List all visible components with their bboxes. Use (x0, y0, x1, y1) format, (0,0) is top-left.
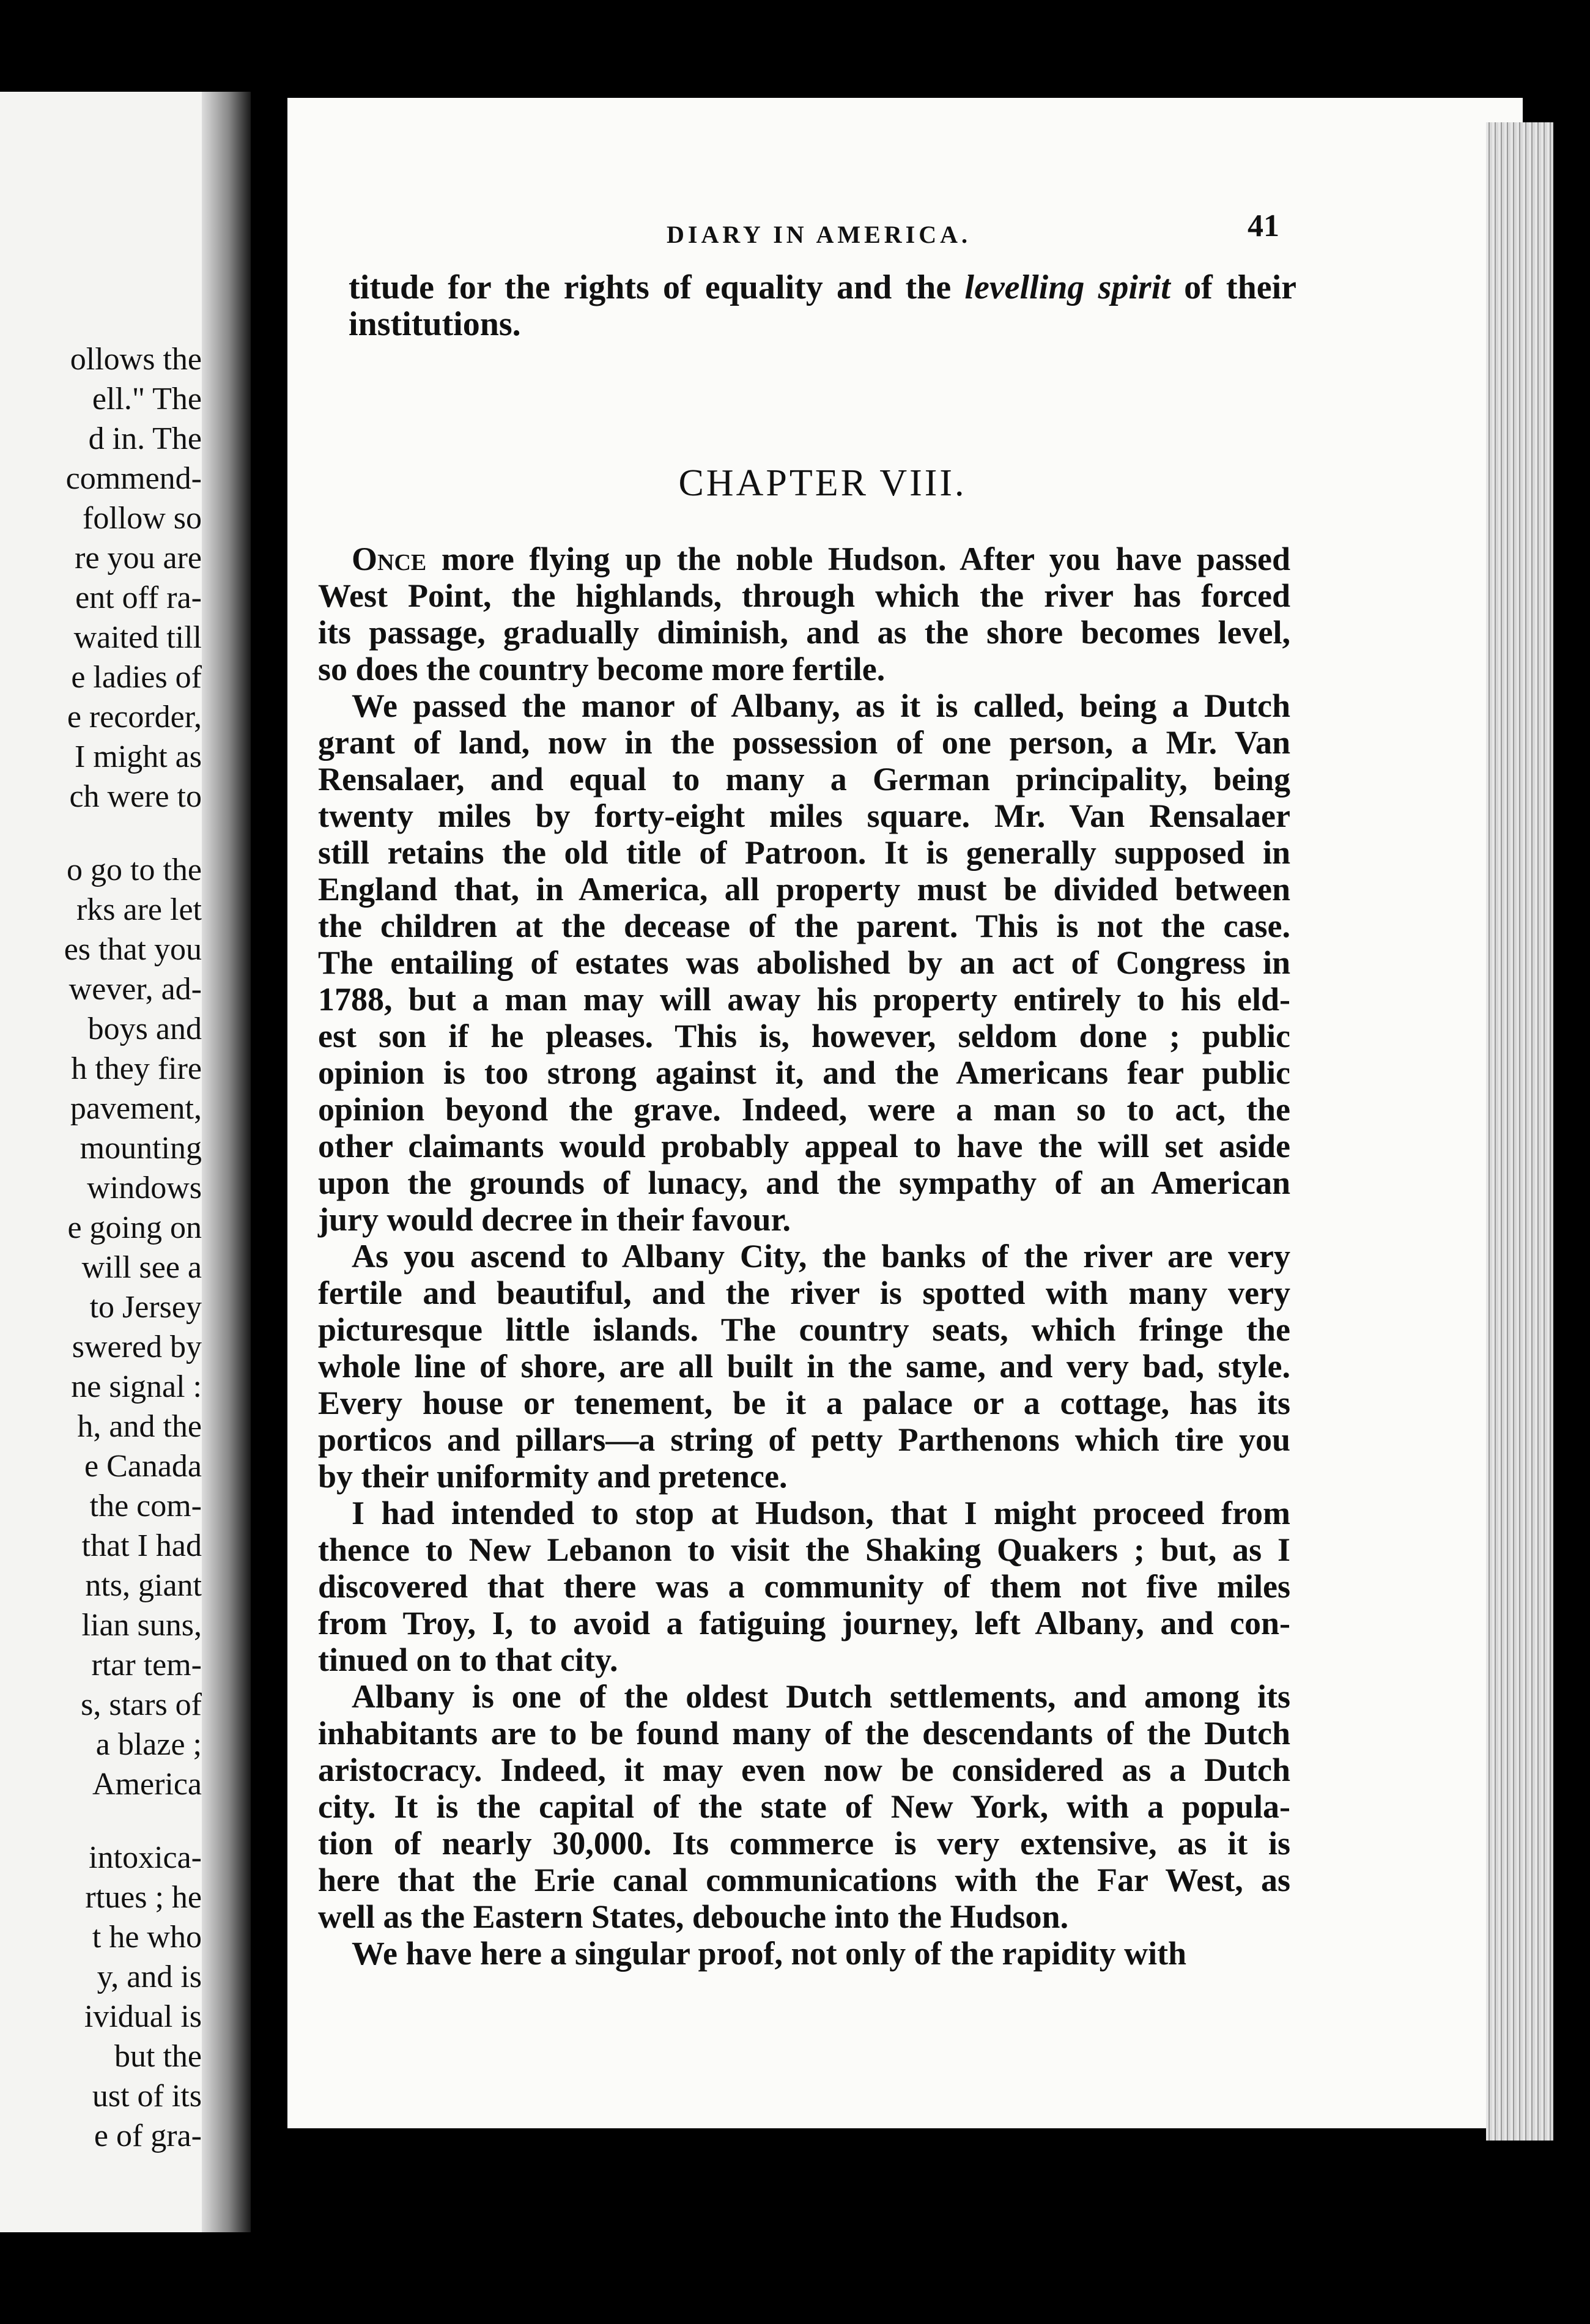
running-head: DIARY IN AMERICA. (667, 221, 972, 248)
text-run: titude for the rights of equality and the (349, 268, 965, 306)
text-line: inhabitants are to be found many of the descendants of the Dutch (318, 1715, 1290, 1752)
text-line: discovered that there was a community of them not five miles (318, 1568, 1290, 1605)
paragraph (318, 1238, 1290, 1495)
paragraph (318, 541, 1290, 688)
left-page-line: h, and the (77, 1409, 202, 1444)
left-page-line: to Jersey (89, 1290, 202, 1325)
left-page-line: the com- (89, 1489, 202, 1523)
text-line: the children at the decease of the parent. This is not the case. (318, 908, 1290, 944)
text-line: twenty miles by forty-eight miles square. Mr. Van Rensalaer (318, 797, 1290, 834)
left-page-line: intoxica- (89, 1840, 202, 1875)
left-page-line: mounting (80, 1131, 202, 1166)
text-run: more flying up the noble Hudson. After you have passed (426, 541, 1290, 577)
text-line: porticos and pillars—a string of petty Parthenons which tire you (318, 1421, 1290, 1458)
left-page-line: e of gra- (94, 2119, 202, 2153)
left-page-line: e Canada (84, 1449, 202, 1484)
text-line: whole line of shore, are all built in the same, and very bad, style. (318, 1348, 1290, 1385)
text-line: from Troy, I, to avoid a fatiguing journey, left Albany, and con- (318, 1605, 1290, 1641)
text-line: its passage, gradually diminish, and as the shore becomes level, (318, 614, 1290, 651)
paragraph (318, 1936, 1290, 1972)
text-line: tion of nearly 30,000. Its commerce is very extensive, as it is (318, 1825, 1290, 1862)
text-line: city. It is the capital of the state of New York, with a popula- (318, 1788, 1290, 1825)
left-page-line: swered by (72, 1330, 202, 1364)
left-page-line: ollows the (70, 342, 202, 377)
text-line: I had intended to stop at Hudson, that I might proceed from (352, 1495, 1290, 1531)
left-page-line: ust of its (92, 2079, 202, 2114)
left-page-line: e ladies of (71, 660, 202, 695)
text-line: Rensalaer, and equal to many a German principality, being (318, 761, 1290, 797)
left-page-line: follow so (83, 501, 202, 536)
left-page-line: boys and (87, 1012, 202, 1046)
left-page-line: America (92, 1767, 202, 1802)
text-line: opinion is too strong against it, and the Americans fear public (318, 1054, 1290, 1091)
continuation-line: institutions. (349, 305, 521, 343)
text-line: We have here a singular proof, not only of the rapidity with (352, 1935, 1187, 1972)
text-line: fertile and beautiful, and the river is spotted with many very (318, 1275, 1290, 1311)
text-line: opinion beyond the grave. Indeed, were a man so to act, the (318, 1091, 1290, 1128)
left-page-line: rtues ; he (85, 1880, 202, 1915)
text-line: The entailing of estates was abolished by an act of Congress in (318, 944, 1290, 981)
left-page-line: windows (87, 1171, 202, 1205)
left-page-line: but the (114, 2039, 202, 2074)
left-page-line: rks are let (76, 892, 202, 927)
left-page (0, 92, 232, 2232)
left-page-line: e recorder, (67, 700, 202, 735)
left-page-line: o go to the (67, 853, 202, 887)
text-line: picturesque little islands. The country seats, which fringe the (318, 1311, 1290, 1348)
left-page-line: pavement, (70, 1091, 202, 1126)
left-page-line: that I had (81, 1528, 202, 1563)
left-page-line: waited till (73, 620, 202, 655)
book-gutter (202, 92, 251, 2232)
text-line: Every house or tenement, be it a palace or a cottage, has its (318, 1385, 1290, 1421)
left-page-line: rtar tem- (91, 1648, 202, 1682)
page-edges (1486, 122, 1553, 2141)
left-page-line: wever, ad- (68, 972, 202, 1007)
left-page-line: s, stars of (81, 1687, 202, 1722)
text-line: 1788, but a man may will away his property entirely to his eld- (318, 981, 1290, 1018)
left-page-line: I might as (75, 739, 202, 774)
page-number: 41 (1248, 209, 1279, 243)
text-line: still retains the old title of Patroon. It is generally supposed in (318, 834, 1290, 871)
text-line: jury would decree in their favour. (318, 1201, 791, 1238)
small-caps-opening: Once (352, 541, 427, 577)
left-page-line: ent off ra- (75, 580, 202, 615)
text-line: England that, in America, all property must be divided between (318, 871, 1290, 908)
text-line: West Point, the highlands, through which the river has forced (318, 577, 1290, 614)
continuation-line (349, 269, 1296, 306)
continuation-text (349, 269, 1296, 342)
text-run: of their (1170, 268, 1296, 306)
left-page-line: e going on (67, 1210, 202, 1245)
paragraph (318, 1495, 1290, 1679)
text-line (318, 541, 1290, 578)
text-line: Albany is one of the oldest Dutch settlements, and among its (352, 1678, 1290, 1715)
left-page-text (0, 339, 202, 2156)
paragraph (318, 1679, 1290, 1936)
text-line: grant of land, now in the possession of one person, a Mr. Van (318, 724, 1290, 761)
text-line: here that the Erie canal communications with the Far West, as (318, 1862, 1290, 1898)
text-line: so does the country become more fertile. (318, 651, 886, 687)
left-page-line: nts, giant (85, 1568, 202, 1603)
left-page-line: a blaze ; (95, 1727, 202, 1762)
text-line: by their uniformity and pretence. (318, 1458, 788, 1495)
italic-phrase: levelling spirit (964, 268, 1170, 306)
left-page-line: d in. The (88, 421, 202, 456)
paragraph-gap (0, 1804, 202, 1838)
left-page-line: ividual is (84, 1999, 202, 2034)
left-page-line: h they fire (71, 1051, 202, 1086)
text-line: As you ascend to Albany City, the banks of the river are very (352, 1238, 1290, 1275)
left-page-line: lian suns, (81, 1608, 202, 1643)
left-page-line: re you are (75, 541, 202, 575)
text-line: tinued on to that city. (318, 1641, 618, 1678)
chapter-title: CHAPTER VIII. (678, 462, 967, 504)
paragraph (318, 688, 1290, 1238)
left-page-line: ne signal : (71, 1369, 202, 1404)
text-line: well as the Eastern States, debouche into the Hudson. (318, 1898, 1069, 1935)
chapter-body (318, 541, 1290, 1972)
text-line: thence to New Lebanon to visit the Shaking Quakers ; but, as I (318, 1531, 1290, 1568)
paragraph-gap (0, 816, 202, 850)
left-page-line: es that you (64, 932, 202, 967)
left-page-line: will see a (81, 1250, 202, 1285)
text-line: est son if he pleases. This is, however, seldom done ; public (318, 1018, 1290, 1054)
left-page-line: commend- (65, 461, 202, 496)
text-line: aristocracy. Indeed, it may even now be considered as a Dutch (318, 1752, 1290, 1788)
text-line: other claimants would probably appeal to have the will set aside (318, 1128, 1290, 1164)
left-page-line: t he who (92, 1920, 202, 1955)
left-page-line: ch were to (69, 779, 202, 814)
left-page-line: ell." The (92, 382, 202, 416)
left-page-line: y, and is (97, 1959, 202, 1994)
text-line: upon the grounds of lunacy, and the sympathy of an American (318, 1164, 1290, 1201)
text-line: We passed the manor of Albany, as it is called, being a Dutch (352, 687, 1290, 724)
